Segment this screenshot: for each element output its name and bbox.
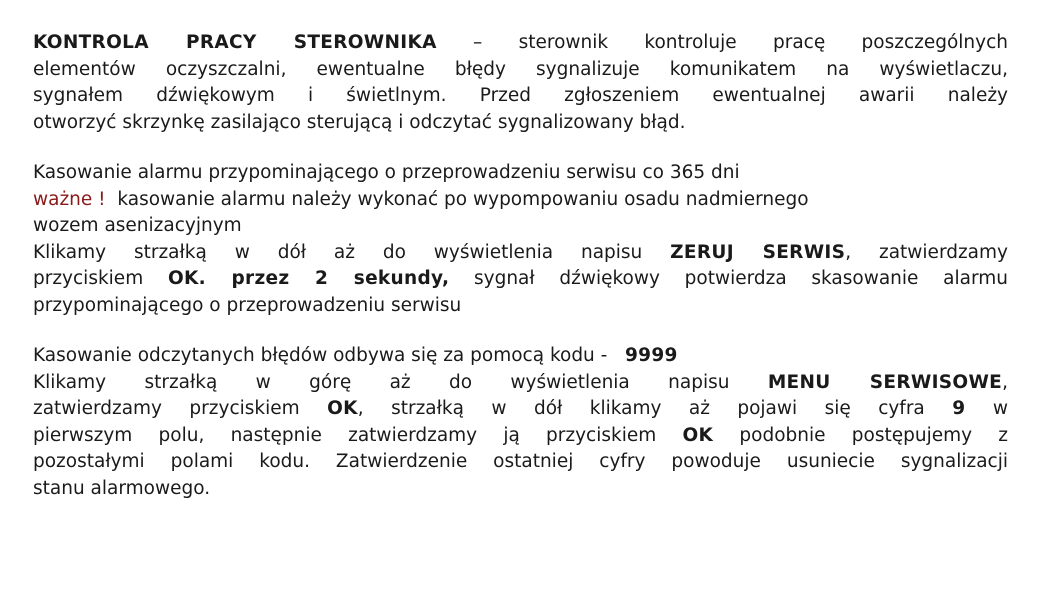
ok-label: OK (327, 398, 358, 419)
paragraph-line: stanu alarmowego. (33, 477, 211, 499)
paragraph-line: przypominającego o przeprowadzeniu serwisu (33, 294, 462, 316)
paragraph-line: pierwszym polu, następnie zatwierdzamy ją przyciskiem OK podobnie postępujemy z (33, 424, 1008, 446)
paragraph-line: Kasowanie alarmu przypominającego o przeprowadzeniu serwisu co 365 dni (33, 162, 740, 183)
ok-label: OK (682, 424, 714, 446)
paragraph-line: KONTROLA PRACY STEROWNIKA – sterownik kontroluje pracę poszczególnych (33, 32, 1008, 53)
paragraph-line: pozostałymi polami kodu. Zatwierdzenie ostatniej cyfry powoduje usuniecie sygnalizacji (33, 451, 1008, 472)
paragraph-line: wozem asenizacyjnym (33, 215, 242, 236)
zeruj-serwis-label: ZERUJ SERWIS (670, 241, 846, 263)
paragraph-line: Kasowanie odczytanych błędów odbywa się za pomocą kodu - 9999 (33, 345, 678, 366)
paragraph-line: Klikamy strzałką w górę aż do wyświetlenia napisu MENU SERWISOWE, (33, 371, 1008, 393)
service-alarm-reset-paragraph (33, 160, 1008, 319)
reset-code: 9999 (625, 345, 678, 366)
digit-label: 9 (952, 398, 966, 419)
menu-serwisowe-label: MENU SERWISOWE (767, 371, 1003, 393)
controller-control-paragraph (33, 30, 1008, 136)
paragraph-line: otworzyć skrzynkę zasilająco sterującą i odczytać sygnalizowany błąd. (33, 111, 686, 133)
paragraph-line: przyciskiem OK. przez 2 sekundy, sygnał dźwiękowy potwierdza skasowanie alarmu (33, 268, 1008, 289)
section-heading: KONTROLA PRACY STEROWNIKA (33, 32, 437, 53)
paragraph-line: Klikamy strzałką w dół aż do wyświetlenia napisu ZERUJ SERWIS, zatwierdzamy (33, 241, 1008, 263)
document-page (33, 30, 1008, 502)
ok-2-seconds-label: OK. przez 2 sekundy, (167, 268, 450, 289)
paragraph-line: ważne ! kasowanie alarmu należy wykonać po wypompowaniu osadu nadmiernego (33, 188, 809, 210)
important-warning-label: ważne ! (33, 188, 106, 210)
error-reset-paragraph (33, 343, 1008, 502)
paragraph-line: zatwierdzamy przyciskiem OK, strzałką w dół klikamy aż pojawi się cyfra 9 w (33, 398, 1009, 419)
paragraph-line: sygnałem dźwiękowym i świetlnym. Przed zgłoszeniem ewentualnej awarii należy (33, 85, 1008, 106)
paragraph-line: elementów oczyszczalni, ewentualne błędy sygnalizuje komunikatem na wyświetlaczu, (33, 58, 1008, 80)
